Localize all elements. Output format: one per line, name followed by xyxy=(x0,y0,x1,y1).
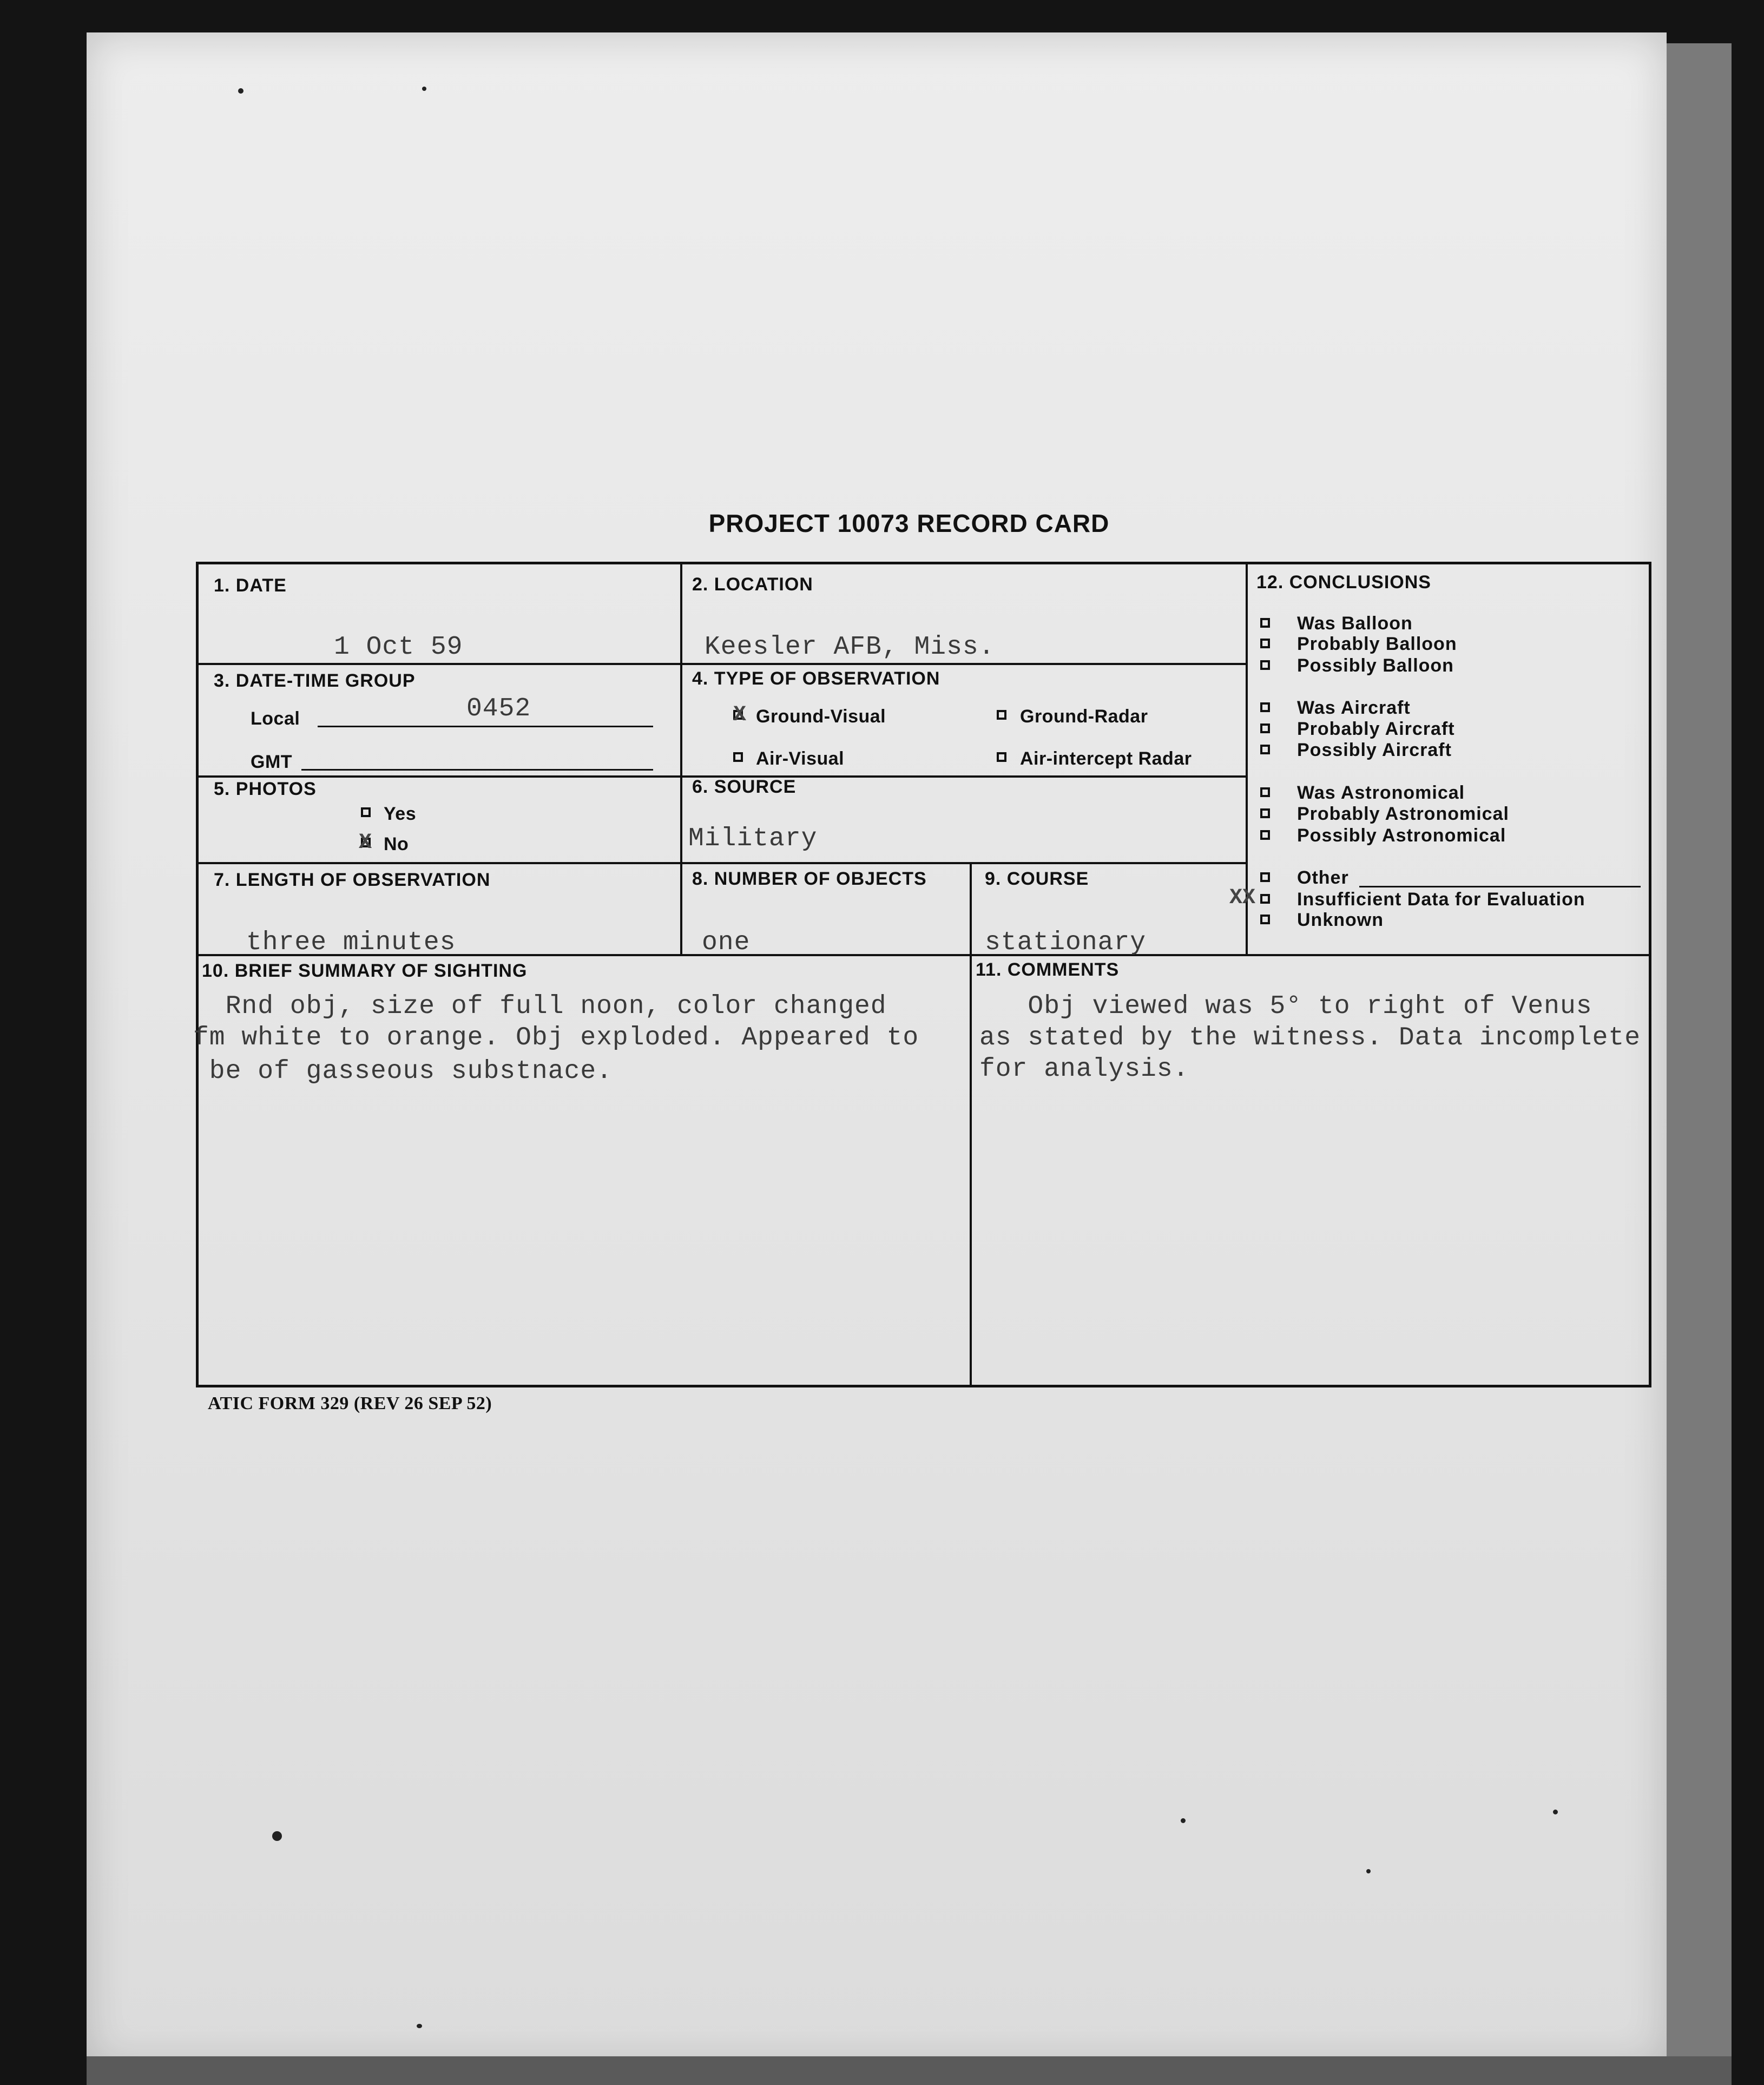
film-edge-bottom xyxy=(87,2056,1732,2085)
air-visual-label: Air-Visual xyxy=(756,748,845,769)
conclusion-label: Was Astronomical xyxy=(1297,782,1465,803)
gmt-underline xyxy=(301,769,653,771)
conclusion-label: Insufficient Data for Evaluation xyxy=(1297,889,1585,910)
conclusion-label: Was Balloon xyxy=(1297,613,1413,634)
photos-yes-checkbox[interactable] xyxy=(361,807,371,817)
comments-line: Obj viewed was 5° to right of Venus xyxy=(979,992,1592,1021)
photos-no-mark: X xyxy=(359,831,372,855)
ground-radar-label: Ground-Radar xyxy=(1020,706,1148,727)
objects-value: one xyxy=(702,928,751,957)
length-label: 7. LENGTH OF OBSERVATION xyxy=(214,870,491,890)
film-speck xyxy=(238,88,243,94)
conclusion-label: Unknown xyxy=(1297,910,1384,930)
conclusion-label: Possibly Balloon xyxy=(1297,655,1454,676)
local-label: Local xyxy=(251,708,300,729)
ground-visual-label: Ground-Visual xyxy=(756,706,886,727)
observation-type-label: 4. TYPE OF OBSERVATION xyxy=(692,668,940,689)
location-value: Keesler AFB, Miss. xyxy=(705,633,995,662)
conclusion-mark: XX xyxy=(1229,886,1256,910)
conclusion-checkbox[interactable] xyxy=(1260,723,1270,733)
air-intercept-radar-label: Air-intercept Radar xyxy=(1020,748,1192,769)
air-visual-checkbox[interactable] xyxy=(733,752,743,762)
conclusion-label: Probably Balloon xyxy=(1297,634,1457,654)
comments-line: for analysis. xyxy=(979,1055,1189,1084)
film-speck xyxy=(417,2024,422,2028)
gmt-label: GMT xyxy=(251,752,293,772)
row-divider xyxy=(199,663,1246,665)
date-value: 1 Oct 59 xyxy=(334,633,463,662)
conclusions-label: 12. CONCLUSIONS xyxy=(1256,572,1431,593)
conclusion-label: Possibly Aircraft xyxy=(1297,740,1452,760)
summary-label: 10. BRIEF SUMMARY OF SIGHTING xyxy=(202,961,528,981)
length-value: three minutes xyxy=(246,928,456,957)
date-label: 1. DATE xyxy=(214,575,287,596)
conclusion-checkbox[interactable] xyxy=(1260,894,1270,904)
col-divider xyxy=(970,862,972,1387)
conclusion-checkbox[interactable] xyxy=(1260,618,1270,628)
film-speck xyxy=(422,87,426,91)
conclusion-checkbox[interactable] xyxy=(1260,872,1270,882)
photos-no-label: No xyxy=(384,834,409,854)
form-number: ATIC FORM 329 (REV 26 SEP 52) xyxy=(208,1393,492,1413)
conclusion-checkbox[interactable] xyxy=(1260,830,1270,840)
conclusion-checkbox[interactable] xyxy=(1260,745,1270,754)
summary-line: fm white to orange. Obj exploded. Appeared to xyxy=(193,1023,919,1053)
conclusion-label: Probably Aircraft xyxy=(1297,719,1455,739)
conclusion-label: Possibly Astronomical xyxy=(1297,825,1506,846)
conclusion-checkbox[interactable] xyxy=(1260,702,1270,712)
other-underline xyxy=(1359,886,1641,887)
comments-line: as stated by the witness. Data incomplete xyxy=(979,1023,1641,1053)
source-label: 6. SOURCE xyxy=(692,777,797,797)
film-speck xyxy=(1366,1869,1371,1873)
film-edge-right xyxy=(1667,43,1732,2056)
conclusion-checkbox[interactable] xyxy=(1260,915,1270,924)
record-card-form xyxy=(193,562,1651,1387)
row-divider xyxy=(199,862,1246,864)
photos-label: 5. PHOTOS xyxy=(214,779,317,799)
conclusion-checkbox[interactable] xyxy=(1260,808,1270,818)
photos-yes-label: Yes xyxy=(384,804,417,824)
conclusion-checkbox[interactable] xyxy=(1260,787,1270,797)
datetime-label: 3. DATE-TIME GROUP xyxy=(214,670,416,691)
course-label: 9. COURSE xyxy=(985,869,1089,889)
source-value: Military xyxy=(688,824,818,853)
ground-visual-mark: X xyxy=(733,703,747,727)
course-value: stationary xyxy=(985,928,1147,957)
conclusion-label: Was Aircraft xyxy=(1297,698,1411,718)
air-intercept-radar-checkbox[interactable] xyxy=(997,752,1006,762)
card-title: PROJECT 10073 RECORD CARD xyxy=(708,509,1110,537)
comments-label: 11. COMMENTS xyxy=(976,959,1120,980)
film-speck xyxy=(1553,1810,1558,1814)
conclusion-label: Probably Astronomical xyxy=(1297,804,1509,824)
ground-radar-checkbox[interactable] xyxy=(997,710,1006,720)
conclusion-label: Other xyxy=(1297,867,1349,888)
summary-line: Rnd obj, size of full noon, color changed xyxy=(193,992,887,1021)
local-value: 0452 xyxy=(466,694,531,723)
summary-line: be of gasseous substnace. xyxy=(193,1057,613,1086)
conclusion-checkbox[interactable] xyxy=(1260,639,1270,648)
film-speck xyxy=(1181,1818,1186,1823)
film-speck xyxy=(272,1831,282,1841)
conclusion-checkbox[interactable] xyxy=(1260,660,1270,670)
col-divider xyxy=(680,564,682,954)
location-label: 2. LOCATION xyxy=(692,574,813,595)
local-underline xyxy=(318,726,653,727)
objects-label: 8. NUMBER OF OBJECTS xyxy=(692,869,927,889)
